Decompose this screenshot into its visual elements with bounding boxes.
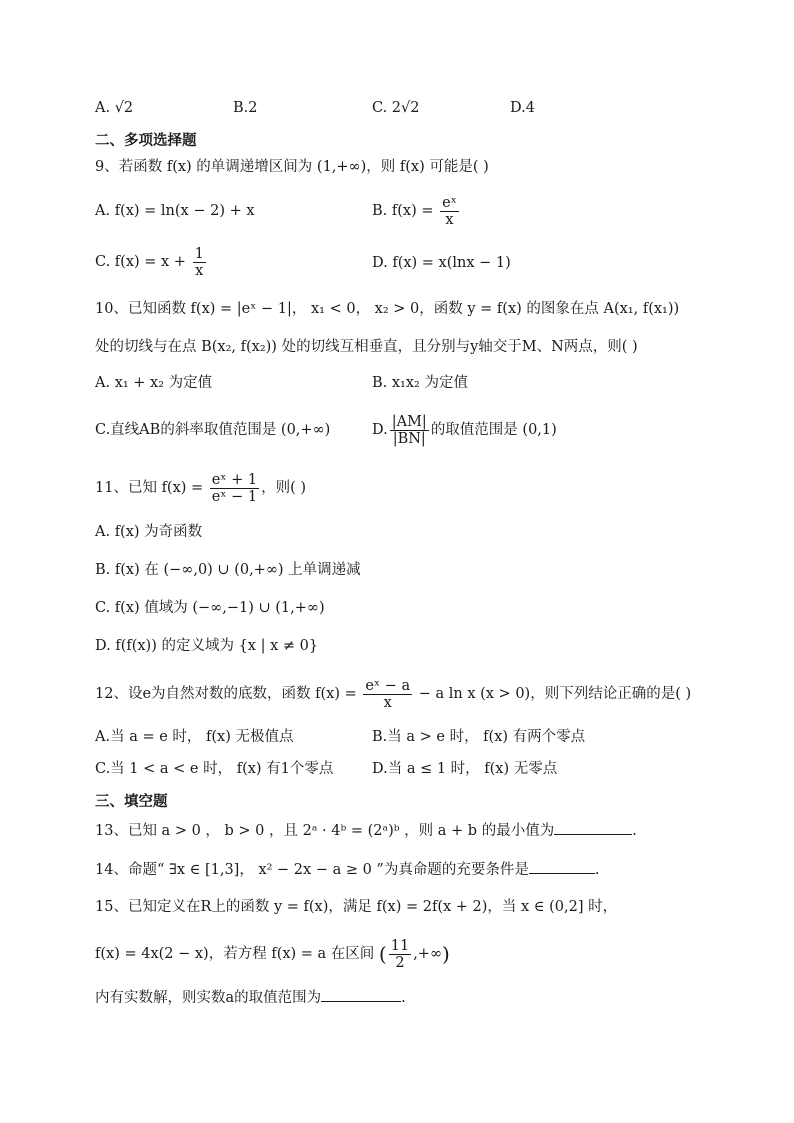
q13-answer-blank[interactable] bbox=[554, 820, 632, 835]
q15-open-paren: ( bbox=[378, 942, 387, 966]
q15-end: . bbox=[401, 990, 406, 1006]
q12-stem-numerator: eˣ − a bbox=[365, 677, 411, 694]
q11-option-b: B. f(x) 在 (−∞,0) ∪ (0,+∞) 上单调递减 bbox=[95, 562, 361, 578]
q13-text: 13、已知 a > 0 ， b > 0 ，且 2ᵃ · 4ᵇ = (2ᵃ)ᵇ ，则 a + b 的最小值为 bbox=[95, 823, 555, 839]
section-heading-fill-blank: 三、填空题 bbox=[95, 794, 168, 810]
q11-stem-lhs: f(x) = bbox=[161, 480, 208, 496]
q11-stem-fraction bbox=[210, 472, 259, 505]
q14-answer-blank[interactable] bbox=[529, 859, 595, 874]
q9-option-c-lhs: C. f(x) = x + bbox=[95, 254, 191, 270]
q9-option-a: A. f(x) = ln(x − 2) + x bbox=[95, 203, 255, 219]
q10-option-d-text: 的取值范围是 (0,1) bbox=[430, 422, 557, 438]
q10-option-a: A. x₁ + x₂ 为定值 bbox=[95, 375, 213, 391]
section-heading-multi-choice: 二、多项选择题 bbox=[95, 133, 197, 149]
q15-answer-blank[interactable] bbox=[321, 987, 401, 1002]
q10-option-d bbox=[372, 410, 557, 450]
q12-option-b: B.当 a > e 时， f(x) 有两个零点 bbox=[372, 729, 586, 745]
q14-end: . bbox=[594, 862, 600, 878]
q11-stem bbox=[95, 470, 306, 506]
q13-end: . bbox=[632, 823, 637, 839]
q15-line3-text: 内有实数解，则实数a的取值范围为 bbox=[95, 990, 322, 1006]
q10-option-d-fraction bbox=[390, 414, 429, 447]
q15-denominator: 2 bbox=[395, 954, 405, 971]
q9-stem: 9、若函数 f(x) 的单调递增区间为 (1,+∞)，则 f(x) 可能是( ) bbox=[95, 159, 489, 175]
q11-stem-denominator: eˣ − 1 bbox=[211, 488, 258, 505]
q10-option-d-numerator: |AM| bbox=[391, 413, 427, 430]
q15-line3 bbox=[95, 987, 406, 1008]
q9-option-b-numerator: eˣ bbox=[442, 194, 457, 211]
q13 bbox=[95, 820, 637, 841]
q9-option-c-numerator: 1 bbox=[194, 245, 204, 262]
q10-option-d-denominator: |BN| bbox=[392, 430, 426, 447]
q11-stem-tail: ，则( ) bbox=[261, 480, 307, 496]
q12-option-a: A.当 a = e 时， f(x) 无极值点 bbox=[95, 729, 294, 745]
q12-stem-tail: − a ln x (x > 0)，则下列结论正确的是( ) bbox=[414, 686, 692, 702]
q11-stem-lead: 11、已知 bbox=[95, 480, 157, 496]
q12-option-d: D.当 a ≤ 1 时， f(x) 无零点 bbox=[372, 761, 558, 777]
q9-option-b-lhs: B. f(x) = bbox=[372, 203, 439, 219]
q9-option-c-fraction bbox=[193, 246, 206, 279]
q8-option-c: C. 2√2 bbox=[372, 100, 420, 116]
q10-option-d-label: D. bbox=[372, 422, 388, 438]
q11-option-d: D. f(f(x)) 的定义域为 {x | x ≠ 0} bbox=[95, 638, 319, 654]
q15-line1: 15、已知定义在R上的函数 y = f(x)，满足 f(x) = 2f(x + 2)，当 x ∈ (0,2] 时， bbox=[95, 899, 618, 915]
q12-stem-denominator: x bbox=[383, 694, 392, 711]
q8-option-d: D.4 bbox=[510, 100, 535, 116]
q9-option-b bbox=[372, 194, 461, 228]
q10-option-c: C.直线AB的斜率取值范围是 (0,+∞) bbox=[95, 422, 331, 438]
q12-option-c: C.当 1 < a < e 时， f(x) 有1个零点 bbox=[95, 761, 334, 777]
q10-option-b: B. x₁x₂ 为定值 bbox=[372, 375, 468, 391]
q15-close-paren: ) bbox=[442, 942, 450, 966]
q8-option-b: B.2 bbox=[233, 100, 258, 116]
q15-interval-end: ,+∞ bbox=[413, 946, 443, 962]
q15-numerator: 11 bbox=[390, 937, 410, 954]
q12-stem-fraction bbox=[363, 678, 412, 711]
q14 bbox=[95, 859, 599, 880]
q9-option-d: D. f(x) = x(lnx − 1) bbox=[372, 255, 511, 271]
q9-option-b-fraction bbox=[440, 195, 459, 228]
q12-stem bbox=[95, 676, 691, 712]
q15-fraction bbox=[389, 938, 411, 971]
q10-stem-line1: 10、已知函数 f(x) = |eˣ − 1|， x₁ < 0， x₂ > 0，函数 y = f(x) 的图象在点 A(x₁, f(x₁)) bbox=[95, 301, 680, 317]
q11-option-a: A. f(x) 为奇函数 bbox=[95, 524, 203, 540]
q9-option-b-denominator: x bbox=[445, 211, 454, 228]
q9-option-c-denominator: x bbox=[195, 262, 204, 279]
q15-line2 bbox=[95, 934, 450, 974]
q8-option-a: A. √2 bbox=[95, 100, 134, 116]
q15-line2-text: f(x) = 4x(2 − x)，若方程 f(x) = a 在区间 bbox=[95, 946, 375, 962]
q9-option-c bbox=[95, 245, 208, 279]
q11-stem-numerator: eˣ + 1 bbox=[211, 471, 258, 488]
q14-text: 14、命题“ ∃x ∈ [1,3]， x² − 2x − a ≥ 0 ”为真命题的充要条件是 bbox=[95, 862, 529, 878]
q11-option-c: C. f(x) 值域为 (−∞,−1) ∪ (1,+∞) bbox=[95, 600, 325, 616]
q10-stem-line2: 处的切线与在点 B(x₂, f(x₂)) 处的切线互相垂直，且分别与y轴交于M、N两点，则( ) bbox=[95, 339, 638, 355]
q12-stem-lead: 12、设e为自然对数的底数，函数 f(x) = bbox=[95, 686, 362, 702]
